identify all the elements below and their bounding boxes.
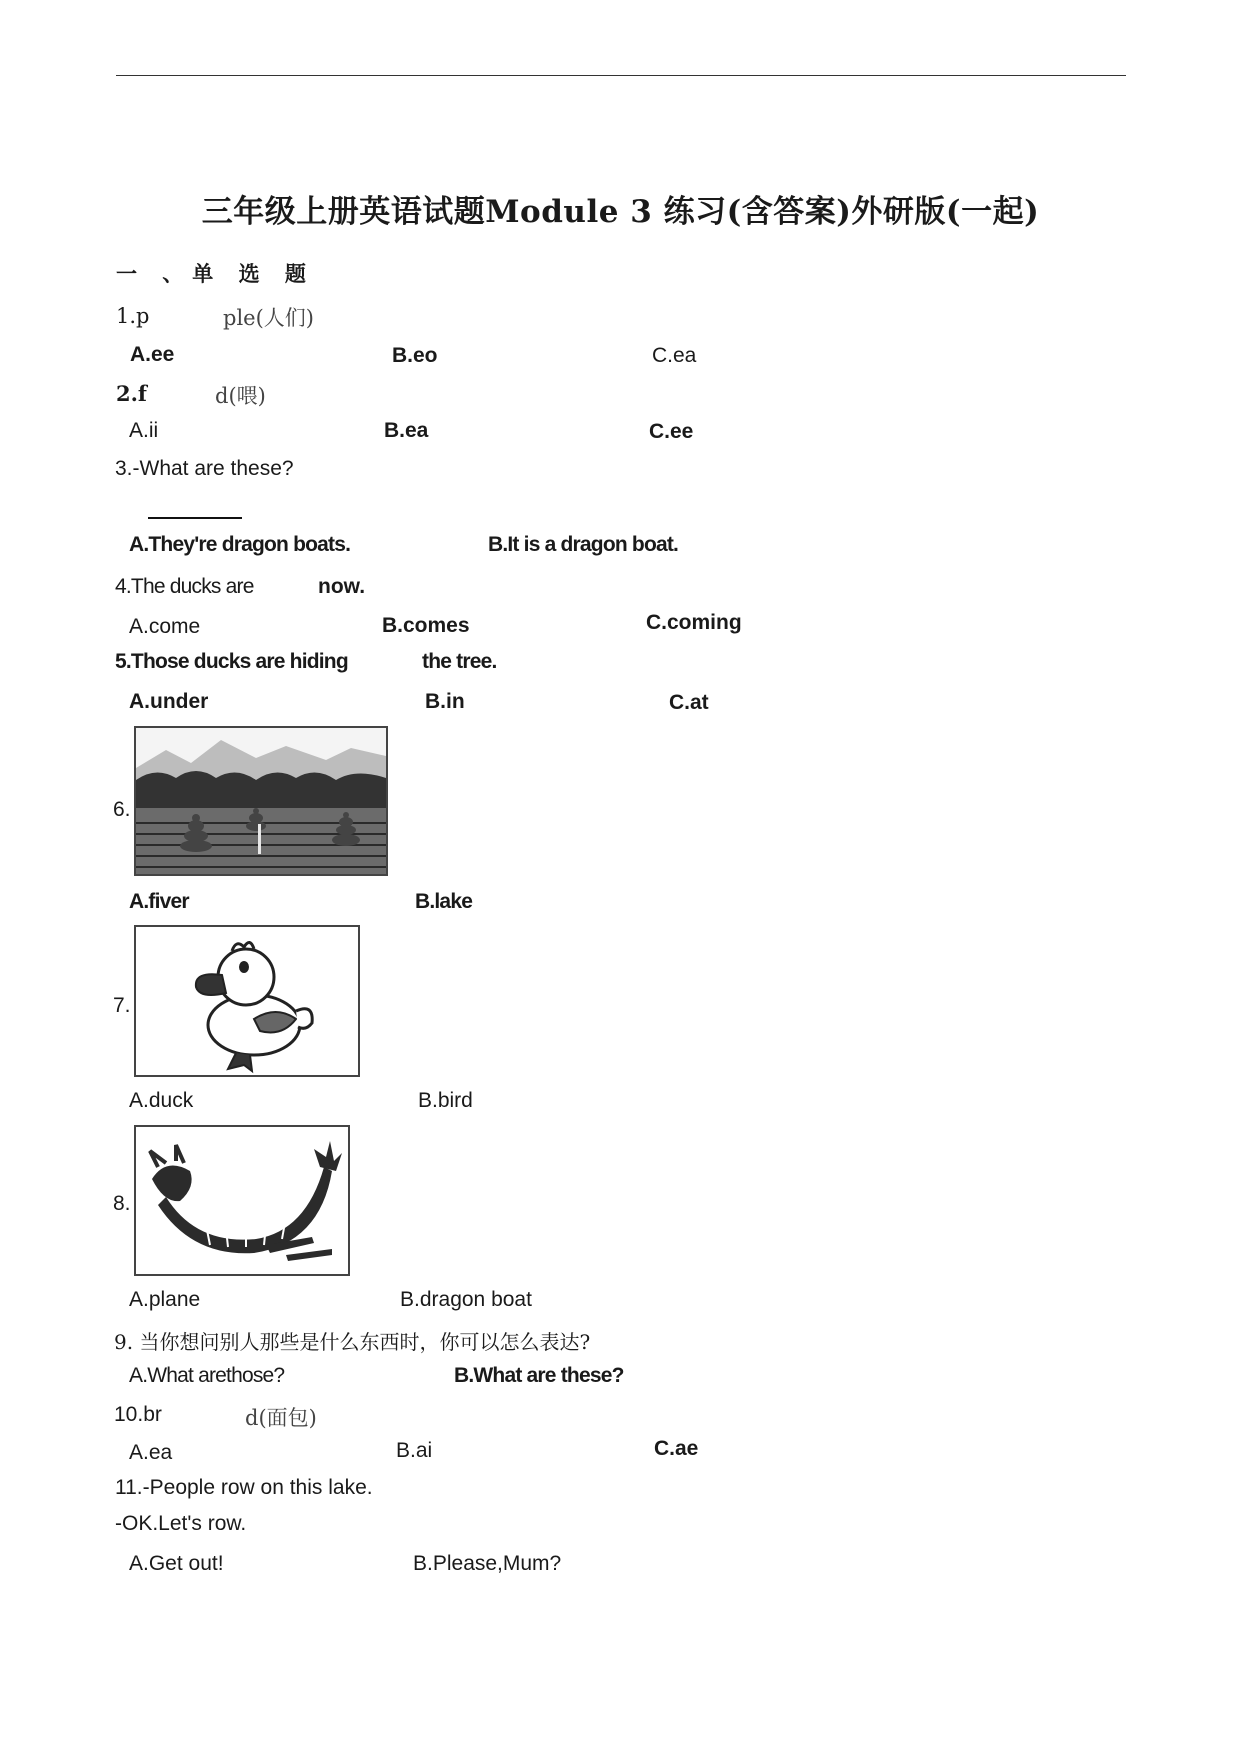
q6-option-a[interactable]: A.fiver [129, 890, 189, 913]
q6-number: 6. [113, 798, 131, 821]
q4-stem-tail: now. [318, 575, 366, 598]
q10-option-b[interactable]: B.ai [396, 1439, 433, 1462]
q3-answer-blank [148, 517, 242, 519]
q1-option-a[interactable]: A.ee [130, 343, 175, 366]
q8-option-a[interactable]: A.plane [129, 1288, 201, 1311]
q4-option-c[interactable]: C.coming [646, 611, 742, 634]
dragon-boat-picture [134, 1125, 350, 1276]
q2-rest: d(喂) [215, 384, 266, 408]
q11-stem: 11.-People row on this lake. [115, 1476, 373, 1499]
q5-stem-tail: the tree. [422, 650, 497, 673]
q4-option-b[interactable]: B.comes [382, 614, 470, 637]
q8-option-b[interactable]: B.dragon boat [400, 1288, 532, 1311]
q5-option-c[interactable]: C.at [669, 691, 709, 714]
q10-rest: d(面包) [245, 1406, 317, 1430]
q1-number: 1.p [116, 304, 150, 328]
q5-stem: 5.Those ducks are hiding [115, 650, 348, 673]
q10-option-a[interactable]: A.ea [129, 1441, 173, 1464]
q7-option-b[interactable]: B.bird [418, 1089, 473, 1112]
q4-option-a[interactable]: A.come [129, 615, 201, 638]
q11-option-b[interactable]: B.Please,Mum? [413, 1552, 562, 1575]
q2-number: 2.f [116, 381, 147, 406]
duck-picture [134, 925, 360, 1077]
q2-option-c[interactable]: C.ee [649, 420, 694, 443]
q1-option-b[interactable]: B.eo [392, 344, 438, 367]
q4-stem: 4.The ducks are [115, 575, 254, 598]
q5-option-b[interactable]: B.in [425, 690, 465, 713]
section-heading: 一 、单 选 题 [116, 262, 315, 286]
q11-option-a[interactable]: A.Get out! [129, 1552, 224, 1575]
q10-option-c[interactable]: C.ae [654, 1437, 699, 1460]
page-title: 三年级上册英语试题Module 3 练习(含答案)外研版(一起) [201, 194, 1040, 230]
q2-option-a[interactable]: A.ii [129, 419, 159, 442]
q3-stem: 3.-What are these? [115, 457, 294, 480]
q7-option-a[interactable]: A.duck [129, 1089, 194, 1112]
q3-option-a[interactable]: A.They're dragon boats. [129, 533, 351, 556]
q11-stem-reply: -OK.Let's row. [115, 1512, 247, 1535]
q10-number: 10.br [114, 1403, 162, 1426]
q8-number: 8. [113, 1192, 131, 1215]
q6-option-b[interactable]: B.lake [415, 890, 473, 913]
lake-picture [134, 726, 388, 876]
q5-option-a[interactable]: A.under [129, 690, 209, 713]
header-rule [116, 75, 1126, 76]
q9-stem: 9. 当你想问别人那些是什么东西时，你可以怎么表达? [114, 1330, 591, 1354]
q3-option-b[interactable]: B.It is a dragon boat. [488, 533, 679, 556]
q1-option-c[interactable]: C.ea [652, 344, 697, 367]
q2-option-b[interactable]: B.ea [384, 419, 429, 442]
q1-rest: ple(人们) [223, 306, 314, 330]
q9-option-b[interactable]: B.What are these? [454, 1364, 624, 1387]
q9-option-a[interactable]: A.What arethose? [129, 1364, 285, 1387]
q7-number: 7. [113, 994, 131, 1017]
